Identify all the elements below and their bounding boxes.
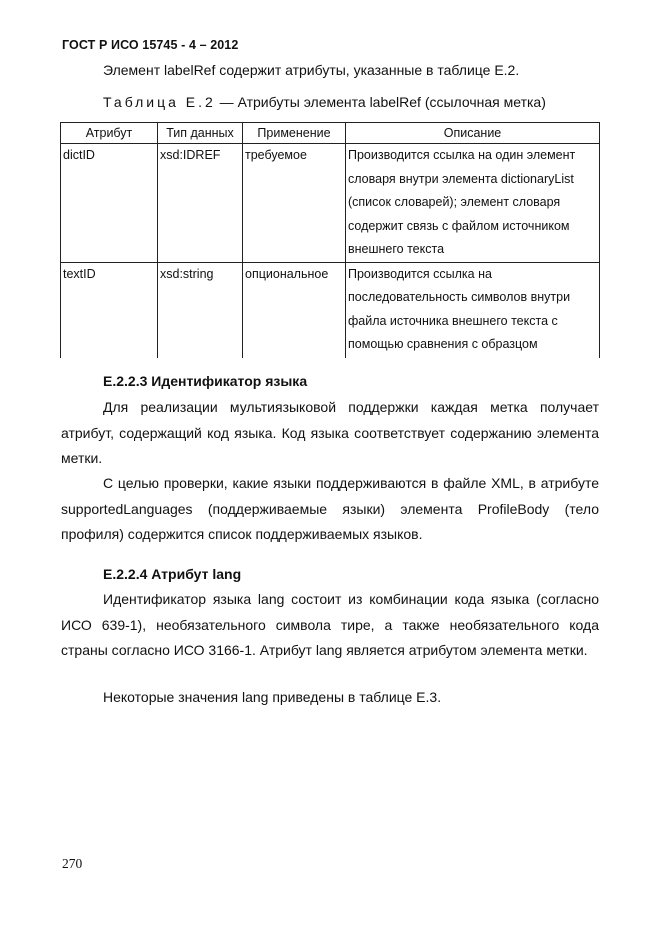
cell-type: xsd:IDREF (158, 144, 243, 263)
header-usage: Применение (243, 123, 346, 144)
cell-attribute: textID (61, 262, 158, 358)
header-attribute: Атрибут (61, 123, 158, 144)
section-e223-paragraph-2: С целью проверки, какие языки поддерживаются в файле XML, в атрибуте supportedLanguages (поддерживаемые языки) элемента ProfileBody (тело профиля) содержится список поддерживаемых языков. (61, 475, 599, 542)
document-header-title: ГОСТ Р ИСО 15745 - 4 – 2012 (62, 38, 239, 52)
cell-attribute: dictID (61, 144, 158, 263)
table-caption-text: — Атрибуты элемента labelRef (ссылочная метка) (215, 94, 546, 110)
header-data-type: Тип данных (158, 123, 243, 144)
table-header-row (61, 123, 600, 144)
section-e224-heading: Е.2.2.4 Атрибут lang (103, 566, 242, 582)
table-row (61, 144, 600, 263)
section-e224-paragraph-1: Идентификатор языка lang состоит из комбинации кода языка (согласно ИСО 639-1), необязательного символа тире, а также необязательного кода страны согласно ИСО 3166-1. Атрибут lang является атрибутом элемента метки. (61, 591, 599, 658)
cell-type: xsd:string (158, 262, 243, 358)
section-e224-paragraph-2: Некоторые значения lang приведены в таблице Е.3. (103, 689, 442, 705)
cell-usage: опциональное (243, 262, 346, 358)
cell-description: Производится ссылка на один элемент словаря внутри элемента dictionaryList (список словарей); элемент словаря содержит связь с файлом источником внешнего текста (346, 144, 600, 263)
cell-usage: требуемое (243, 144, 346, 263)
intro-paragraph: Элемент labelRef содержит атрибуты, указанные в таблице Е.2. (103, 62, 520, 78)
page-number: 270 (62, 856, 83, 871)
table-caption (103, 90, 546, 115)
cell-description: Производится ссылка на последовательность символов внутри файла источника внешнего текста с помощью сравнения с образцом (346, 262, 600, 358)
attributes-table (60, 122, 600, 358)
section-e223-heading: Е.2.2.3 Идентификатор языка (103, 373, 308, 389)
table-row (61, 262, 600, 358)
section-e223-paragraph-1: Для реализации мультиязыковой поддержки каждая метка получает атрибут, содержащий код языка. Код языка соответствует содержанию элемента метки. (61, 399, 599, 466)
header-description: Описание (346, 123, 600, 144)
table-caption-label: Таблица Е.2 (103, 94, 216, 110)
